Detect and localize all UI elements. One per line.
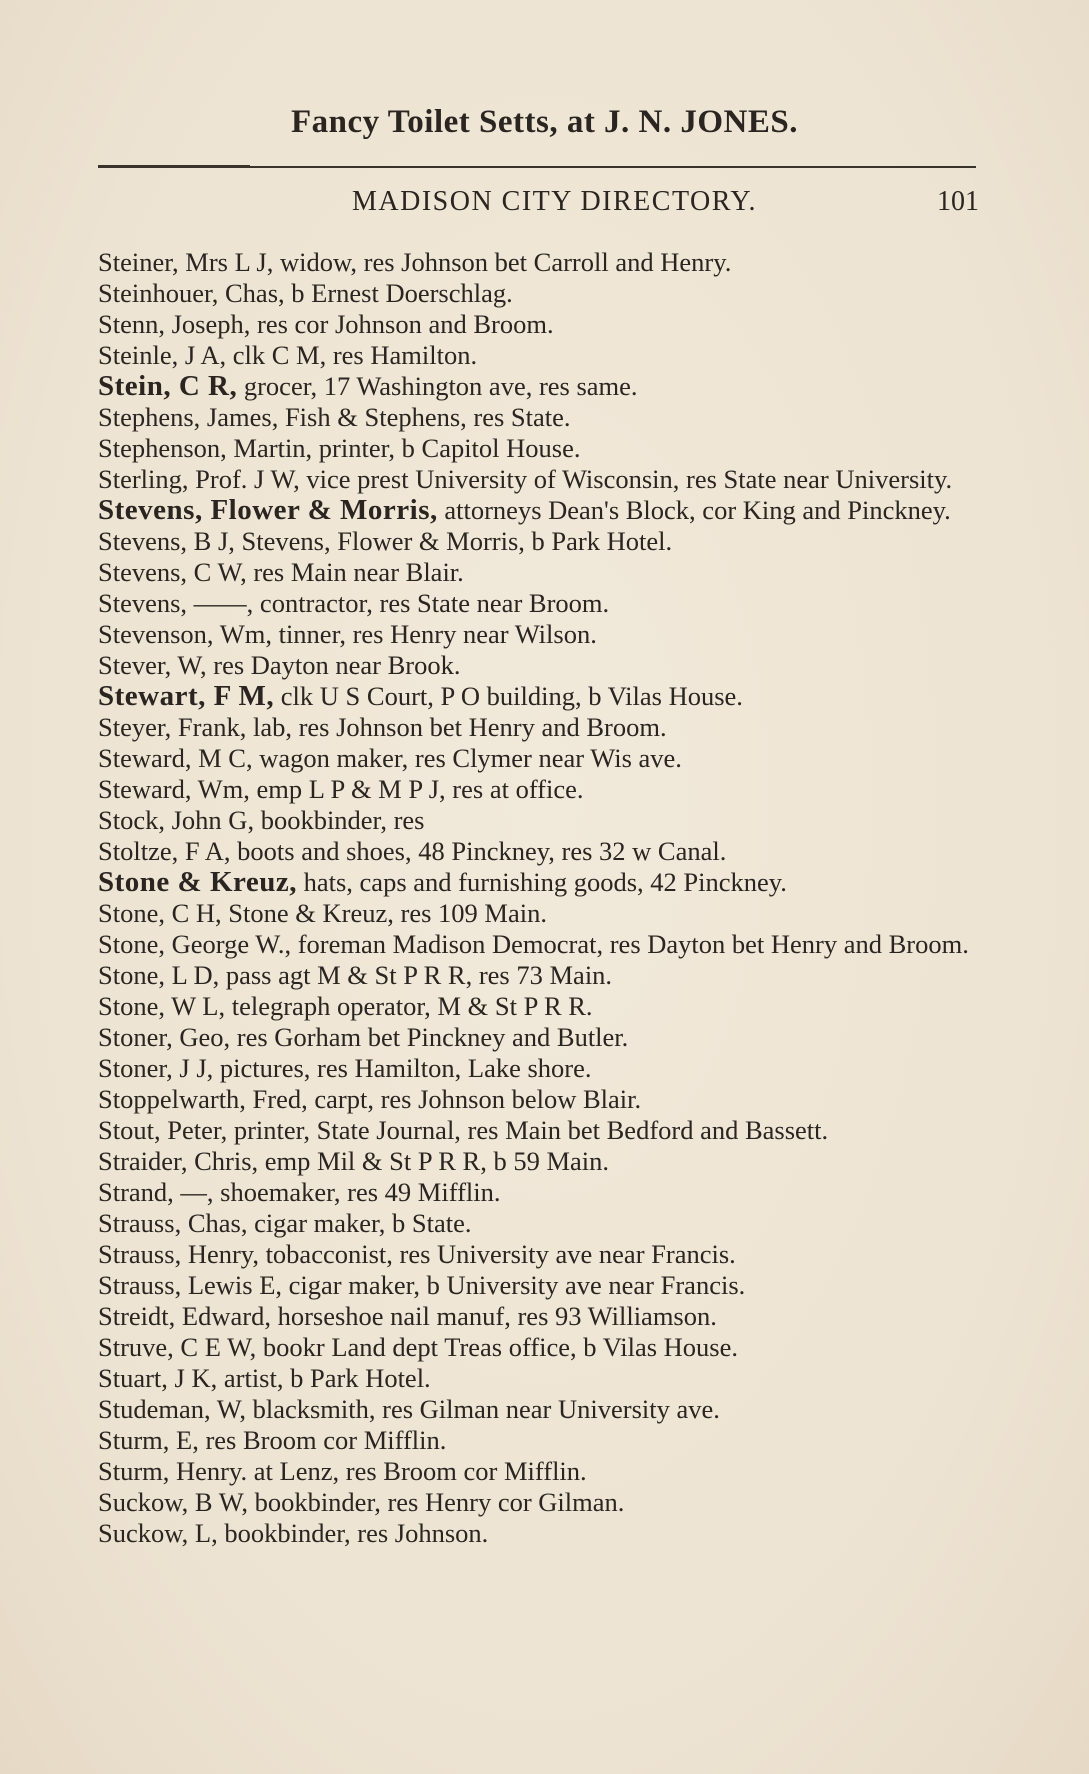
directory-entry — [98, 340, 983, 371]
entry-text: Stenn, Joseph, res cor Johnson and Broom. — [98, 309, 554, 339]
directory-entry — [98, 650, 983, 681]
directory-entry — [98, 1394, 983, 1425]
directory-entry — [98, 619, 983, 650]
directory-entry — [98, 309, 983, 340]
directory-entry — [98, 1208, 983, 1239]
entry-text: Suckow, L, bookbinder, res Johnson. — [98, 1518, 489, 1548]
directory-entry — [98, 1332, 983, 1363]
entry-text: Stephenson, Martin, printer, b Capitol House. — [98, 433, 581, 463]
entry-text: Stone, C H, Stone & Kreuz, res 109 Main. — [98, 898, 547, 928]
entry-text: Steyer, Frank, lab, res Johnson bet Henry and Broom. — [98, 712, 667, 742]
entry-text: Stephens, James, Fish & Stephens, res State. — [98, 402, 571, 432]
entry-text: grocer, 17 Washington ave, res same. — [237, 371, 638, 401]
entry-business-name: Stewart, F M, — [98, 680, 275, 712]
entry-text: Strauss, Lewis E, cigar maker, b University ave near Francis. — [98, 1270, 746, 1300]
entry-text: Steinhouer, Chas, b Ernest Doerschlag. — [98, 278, 513, 308]
entry-text: hats, caps and furnishing goods, 42 Pinckney. — [296, 867, 787, 897]
running-advertisement: Fancy Toilet Setts, at J. N. JONES. — [290, 104, 799, 140]
entry-business-name: Stevens, Flower & Morris, — [98, 494, 438, 526]
entry-text: Strand, —, shoemaker, res 49 Mifflin. — [98, 1177, 501, 1207]
directory-entry — [98, 867, 983, 898]
entry-text: Stone, W L, telegraph operator, M & St P R R. — [98, 991, 593, 1021]
directory-entry — [98, 681, 983, 712]
entry-text: Studeman, W, blacksmith, res Gilman near University ave. — [98, 1394, 720, 1424]
directory-entry — [98, 371, 983, 402]
directory-entry — [98, 1239, 983, 1270]
entry-text: clk U S Court, P O building, b Vilas House. — [274, 681, 743, 711]
directory-entry — [98, 1270, 983, 1301]
directory-entry — [98, 960, 983, 991]
entry-text: Strauss, Chas, cigar maker, b State. — [98, 1208, 472, 1238]
entry-text: Stevens, B J, Stevens, Flower & Morris, b Park Hotel. — [98, 526, 673, 556]
entry-text: Struve, C E W, bookr Land dept Treas office, b Vilas House. — [98, 1332, 738, 1362]
directory-entry — [98, 588, 983, 619]
entry-text: Steward, Wm, emp L P & M P J, res at office. — [98, 774, 584, 804]
directory-entry — [98, 464, 983, 495]
directory-entry — [98, 929, 983, 960]
directory-entry — [98, 743, 983, 774]
directory-entry — [98, 1053, 983, 1084]
directory-entry — [98, 1363, 983, 1394]
entry-text: Stone, L D, pass agt M & St P R R, res 73 Main. — [98, 960, 613, 990]
directory-entry — [98, 1518, 983, 1549]
directory-entry — [98, 836, 983, 867]
entry-text: Stuart, J K, artist, b Park Hotel. — [98, 1363, 431, 1393]
entry-text: Stoner, Geo, res Gorham bet Pinckney and Butler. — [98, 1022, 629, 1052]
entry-text: Sterling, Prof. J W, vice prest University of Wisconsin, res State near University. — [98, 464, 953, 494]
directory-entry — [98, 1456, 983, 1487]
directory-entry — [98, 1022, 983, 1053]
directory-entry — [98, 991, 983, 1022]
entry-text: Steinle, J A, clk C M, res Hamilton. — [98, 340, 478, 370]
directory-entry — [98, 495, 983, 526]
directory-entry — [98, 247, 983, 278]
directory-entry — [98, 1115, 983, 1146]
directory-entry — [98, 402, 983, 433]
entry-text: Sturm, Henry. at Lenz, res Broom cor Mifflin. — [98, 1456, 587, 1486]
header-rule-thick — [98, 165, 250, 168]
directory-entry — [98, 805, 983, 836]
entry-business-name: Stein, C R, — [98, 370, 238, 402]
entry-text: Steward, M C, wagon maker, res Clymer near Wis ave. — [98, 743, 682, 773]
directory-entry — [98, 898, 983, 929]
entry-text: Streidt, Edward, horseshoe nail manuf, res 93 Williamson. — [98, 1301, 717, 1331]
directory-entry — [98, 526, 983, 557]
entry-text: Stock, John G, bookbinder, res — [98, 805, 425, 835]
page-number: 101 — [937, 186, 979, 217]
directory-entry — [98, 712, 983, 743]
entry-text: Steiner, Mrs L J, widow, res Johnson bet Carroll and Henry. — [98, 247, 732, 277]
entry-text: Stout, Peter, printer, State Journal, res Main bet Bedford and Bassett. — [98, 1115, 829, 1145]
directory-entry — [98, 433, 983, 464]
entry-text: Suckow, B W, bookbinder, res Henry cor Gilman. — [98, 1487, 625, 1517]
directory-entry — [98, 1177, 983, 1208]
entry-text: Stevenson, Wm, tinner, res Henry near Wilson. — [98, 619, 597, 649]
entry-text: Stever, W, res Dayton near Brook. — [98, 650, 461, 680]
entry-text: Stoner, J J, pictures, res Hamilton, Lake shore. — [98, 1053, 592, 1083]
entry-text: Strauss, Henry, tobacconist, res University ave near Francis. — [98, 1239, 736, 1269]
entry-text: Stevens, C W, res Main near Blair. — [98, 557, 464, 587]
directory-entry — [98, 278, 983, 309]
directory-entry — [98, 557, 983, 588]
entry-text: Stevens, ——, contractor, res State near Broom. — [98, 588, 610, 618]
entry-text: Sturm, E, res Broom cor Mifflin. — [98, 1425, 447, 1455]
entry-business-name: Stone & Kreuz, — [98, 866, 297, 898]
directory-entry — [98, 1301, 983, 1332]
directory-entry — [98, 1487, 983, 1518]
entry-text: Straider, Chris, emp Mil & St P R R, b 59 Main. — [98, 1146, 610, 1176]
directory-entries — [98, 247, 983, 1549]
entry-text: Stoppelwarth, Fred, carpt, res Johnson below Blair. — [98, 1084, 642, 1114]
directory-entry — [98, 1425, 983, 1456]
entry-text: Stoltze, F A, boots and shoes, 48 Pinckney, res 32 w Canal. — [98, 836, 727, 866]
directory-entry — [98, 1084, 983, 1115]
directory-entry — [98, 1146, 983, 1177]
entry-text: Stone, George W., foreman Madison Democrat, res Dayton bet Henry and Broom. — [98, 929, 969, 959]
directory-entry — [98, 774, 983, 805]
entry-text: attorneys Dean's Block, cor King and Pinckney. — [437, 495, 951, 525]
page-title: MADISON CITY DIRECTORY. — [351, 186, 758, 217]
